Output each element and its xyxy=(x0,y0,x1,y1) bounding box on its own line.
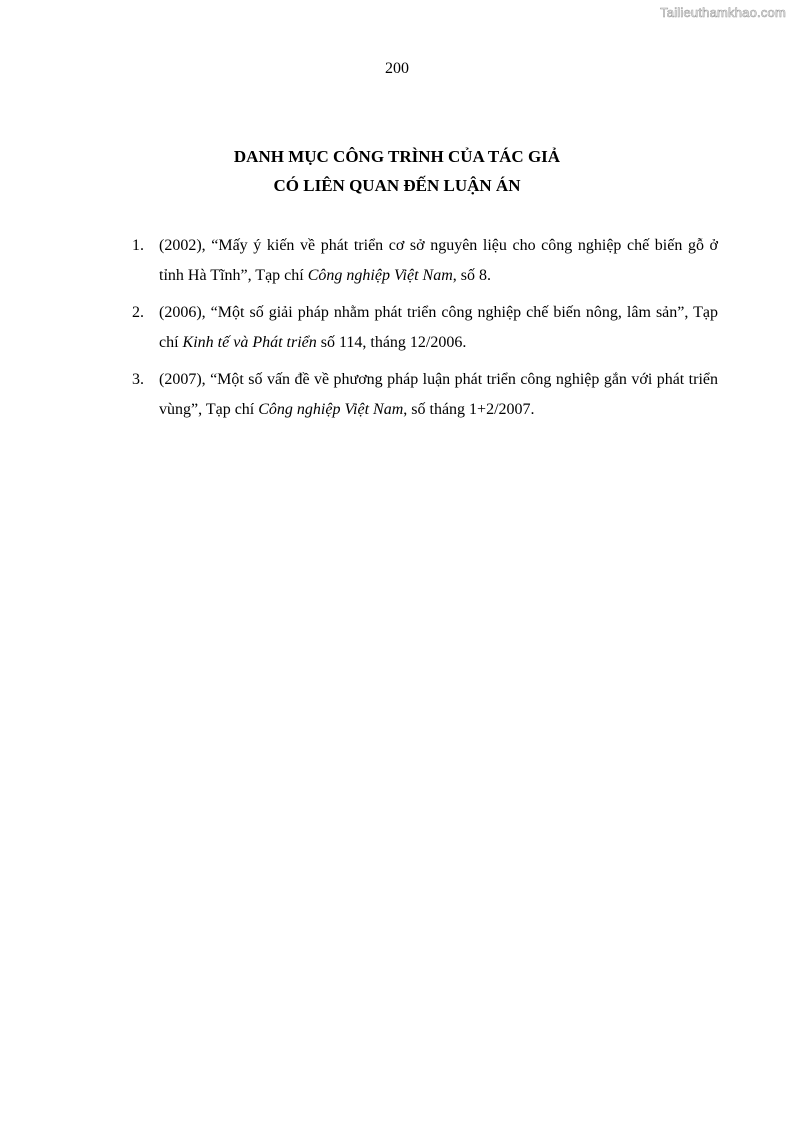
title-line-1: DANH MỤC CÔNG TRÌNH CỦA TÁC GIẢ xyxy=(233,147,561,166)
reference-number: 2. xyxy=(132,304,144,321)
reference-details: số 114, tháng 12/2006. xyxy=(316,334,467,351)
reference-text: (2002), “Mấy ý kiến về phát triển cơ sở nguyên liệu cho công nghiệp chế biến gỗ ở tỉnh Hà Tĩnh”, Tạp chí xyxy=(159,237,718,284)
reference-details: , số tháng 1+2/2007. xyxy=(403,401,535,418)
page-title xyxy=(0,142,794,200)
reference-journal: Công nghiệp Việt Nam xyxy=(307,267,453,284)
reference-journal: Kinh tế và Phát triển xyxy=(182,334,317,351)
watermark-text: Tailieuthamkhao.com xyxy=(660,5,786,20)
reference-details: , số 8. xyxy=(452,267,491,284)
reference-text: (2006), “Một số giải pháp nhằm phát triển công nghiệp chế biến nông, lâm sản”, Tạp chí xyxy=(159,304,718,351)
reference-list xyxy=(132,231,718,432)
reference-item xyxy=(132,231,718,291)
reference-item xyxy=(132,298,718,358)
reference-text: (2007), “Một số vấn đề về phương pháp luận phát triển công nghiệp gắn với phát triển vùng”, Tạp chí xyxy=(159,371,718,418)
page-number: 200 xyxy=(385,60,409,77)
reference-journal: Công nghiệp Việt Nam xyxy=(258,401,404,418)
reference-number: 3. xyxy=(132,371,144,388)
reference-item xyxy=(132,365,718,425)
reference-number: 1. xyxy=(132,237,144,254)
title-line-2: CÓ LIÊN QUAN ĐẾN LUẬN ÁN xyxy=(273,176,521,195)
